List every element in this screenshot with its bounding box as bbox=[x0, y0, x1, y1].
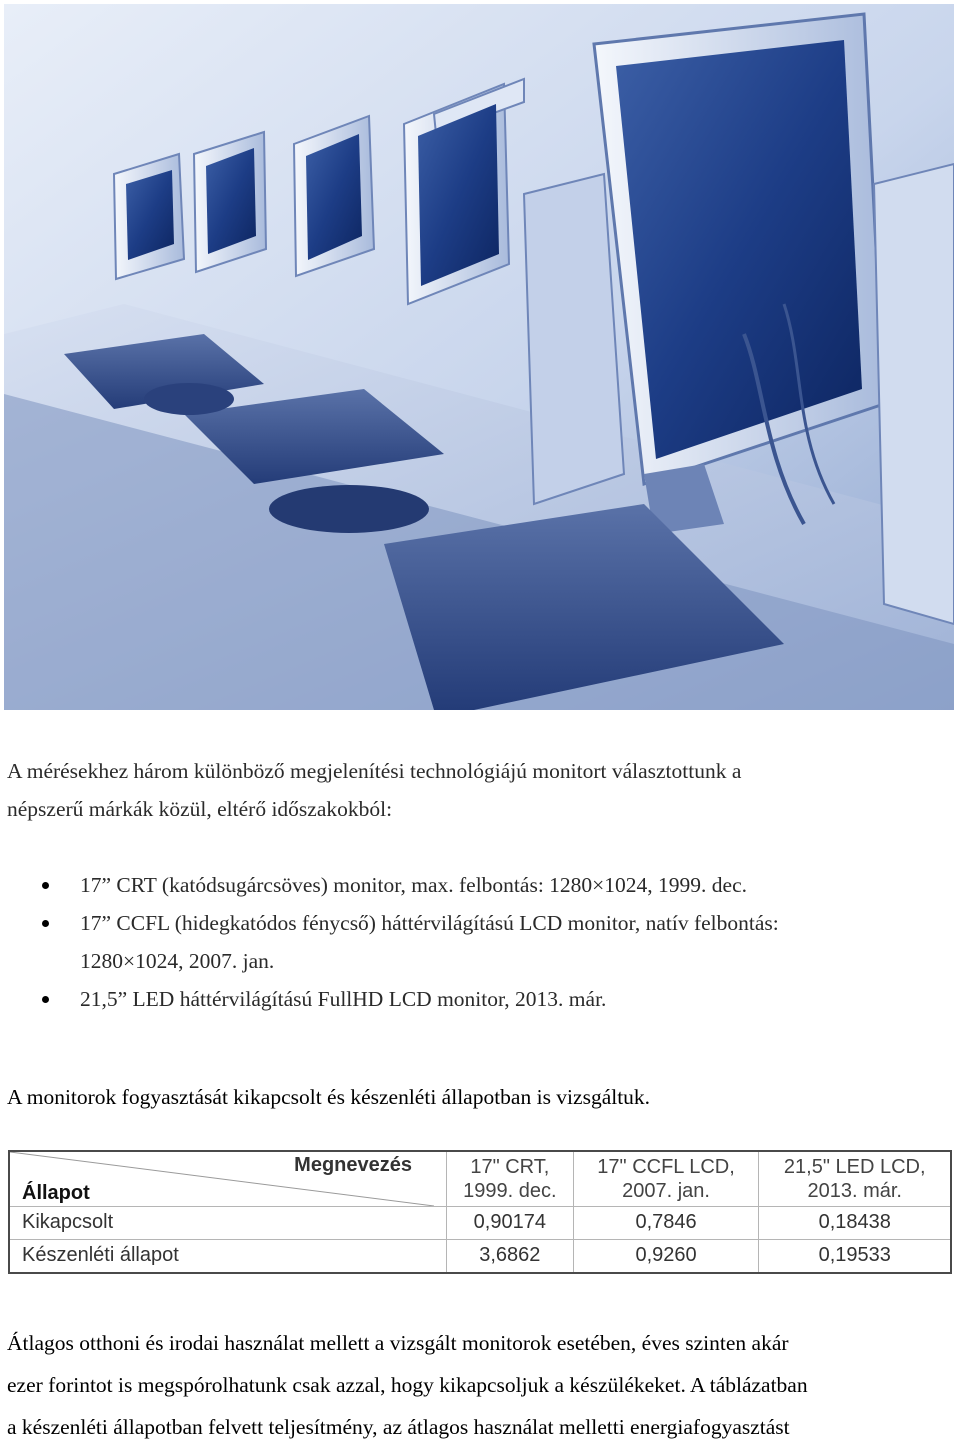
table-cell: 0,18438 bbox=[759, 1207, 951, 1240]
bullet-icon bbox=[42, 996, 49, 1003]
column-header-line: 17" CCFL LCD, bbox=[597, 1156, 735, 1178]
table-cell: 0,90174 bbox=[447, 1207, 574, 1240]
column-header bbox=[759, 1151, 951, 1207]
list-item-continuation: 1280×1024, 2007. jan. bbox=[80, 949, 275, 973]
closing-line: ezer forintot is megspórolhatunk csak azzal, hogy kikapcsoljuk a készülékeket. A táblázatban bbox=[7, 1373, 808, 1397]
consumption-table bbox=[8, 1150, 952, 1274]
closing-line: Átlagos otthoni és irodai használat mellett a vizsgált monitorok esetében, éves szinten akár bbox=[7, 1331, 789, 1355]
list-item-text: 17” CRT (katódsugárcsöves) monitor, max. felbontás: 1280×1024, 1999. dec. bbox=[80, 873, 748, 897]
table-cell: 3,6862 bbox=[447, 1239, 574, 1273]
computer-lab-photo bbox=[4, 4, 954, 710]
column-header bbox=[447, 1151, 574, 1207]
list-item bbox=[0, 904, 960, 980]
consumption-table-grid bbox=[8, 1150, 952, 1274]
intro-line: népszerű márkák közül, eltérő időszakokból: bbox=[7, 797, 393, 821]
corner-label-bottom: Állapot bbox=[22, 1182, 90, 1204]
summary-sentence: A monitorok fogyasztását kikapcsolt és készenléti állapotban is vizsgáltuk. bbox=[7, 1085, 651, 1109]
bullet-icon bbox=[42, 920, 49, 927]
table-cell: 0,19533 bbox=[759, 1239, 951, 1273]
column-header-line: 21,5" LED LCD, bbox=[783, 1156, 926, 1178]
table-row bbox=[9, 1207, 951, 1240]
table-row bbox=[9, 1239, 951, 1273]
row-label: Kikapcsolt bbox=[9, 1207, 447, 1240]
list-item-text: 17” CCFL (hidegkatódos fénycső) háttérvilágítású LCD monitor, natív felbontás: bbox=[80, 911, 779, 935]
table-corner-cell bbox=[9, 1151, 447, 1207]
table-header-row bbox=[9, 1151, 951, 1207]
column-header-line: 1999. dec. bbox=[463, 1180, 557, 1202]
column-header bbox=[573, 1151, 759, 1207]
row-label: Készenléti állapot bbox=[9, 1239, 447, 1273]
corner-label-top: Megnevezés bbox=[294, 1154, 412, 1176]
column-header-line: 17" CRT, bbox=[470, 1156, 550, 1178]
bullet-icon bbox=[42, 882, 49, 889]
closing-paragraph bbox=[7, 1322, 952, 1448]
monitor-list bbox=[0, 866, 960, 1018]
table-cell: 0,7846 bbox=[573, 1207, 759, 1240]
column-header-line: 2013. már. bbox=[807, 1180, 902, 1202]
table-cell: 0,9260 bbox=[573, 1239, 759, 1273]
list-item bbox=[0, 980, 960, 1018]
intro-line: A mérésekhez három különböző megjelenítési technológiájú monitort választottunk a bbox=[7, 759, 742, 783]
column-header-line: 2007. jan. bbox=[622, 1180, 710, 1202]
computer-lab-illustration bbox=[4, 4, 954, 710]
list-item-text: 21,5” LED háttérvilágítású FullHD LCD monitor, 2013. már. bbox=[80, 987, 607, 1011]
intro-paragraph bbox=[7, 752, 952, 828]
closing-line: a készenléti állapotban felvett teljesítmény, az átlagos használat melletti energiafogyasztást bbox=[7, 1415, 790, 1439]
list-item bbox=[0, 866, 960, 904]
